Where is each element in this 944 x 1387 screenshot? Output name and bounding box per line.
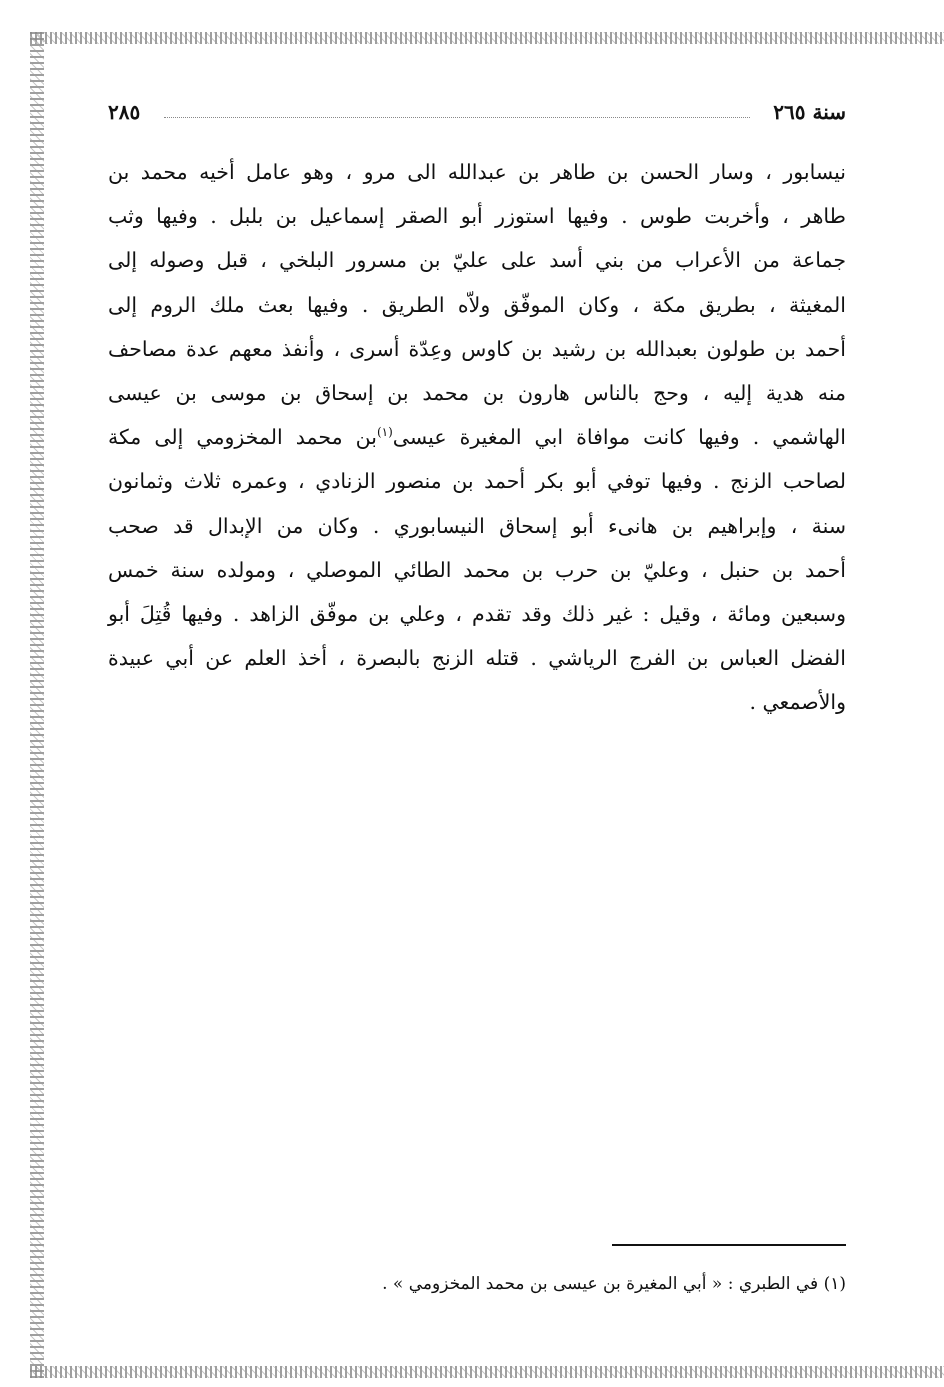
footnote-separator — [612, 1244, 846, 1246]
text-segment: الهاشمي . وفيها كانت موافاة ابي المغيرة عيسى — [392, 425, 847, 450]
page-border-top — [30, 32, 944, 44]
page-header — [108, 100, 846, 130]
text-segment: بن محمد المخزومي إلى مكة — [108, 425, 377, 450]
running-title: سنة ٢٦٥ — [773, 100, 846, 124]
text-line: والأصمعي . — [749, 690, 846, 715]
text-line: أحمد بن طولون بعبدالله بن رشيد بن كاوس وعِدّة أسرى ، وأنفذ معهم عدة مصاحف — [108, 336, 846, 361]
text-line: جماعة من الأعراب من بني أسد على عليّ بن مسرور البلخي ، قبل وصوله إلى — [108, 248, 846, 273]
text-line: الفضل العباس بن الفرج الرياشي . قتله الزنج بالبصرة ، أخذ العلم عن أبي عبيدة — [108, 646, 846, 671]
text-line: منه هدية إليه ، وحج بالناس هارون بن محمد بن إسحاق بن موسى بن عيسى — [108, 380, 846, 405]
text-line-with-footnote — [108, 415, 846, 459]
text-line: أحمد بن حنبل ، وعليّ بن حرب بن محمد الطائي الموصلي ، ومولده سنة خمس — [108, 557, 846, 582]
page-border-bottom — [30, 1366, 944, 1378]
footnote-label: (١) في الطبري : — [727, 1274, 846, 1294]
body-text — [108, 150, 846, 724]
text-line: سنة ، وإبراهيم بن هانىء أبو إسحاق النيسابوري . وكان من الإبدال قد صحب — [108, 513, 846, 538]
text-line: وسبعين ومائة ، وقيل : غير ذلك وقد تقدم ، وعلي بن موفّق الزاهد . وفيها قُتِلَ أبو — [108, 601, 846, 626]
page-number: ٢٨٥ — [108, 100, 141, 124]
text-line: طاهر ، وأخربت طوس . وفيها استوزر أبو الصقر إسماعيل بن بلبل . وفيها وثب — [108, 204, 846, 229]
text-line: المغيثة ، بطريق مكة ، وكان الموفّق ولاّه الطريق . وفيها بعث ملك الروم إلى — [108, 292, 846, 317]
footnote-text: « أبي المغيرة بن عيسى بن محمد المخزومي » . — [382, 1274, 723, 1294]
footnote-marker: (١) — [376, 425, 393, 440]
text-line: نيسابور ، وسار الحسن بن طاهر بن عبدالله الى مرو ، وهو عامل أخيه محمد بن — [108, 160, 846, 184]
header-dotted-rule — [164, 117, 750, 118]
footnote — [382, 1274, 846, 1294]
text-line: لصاحب الزنج . وفيها توفي أبو بكر أحمد بن منصور الزنادي ، وعمره ثلاث وثمانون — [108, 469, 846, 494]
page-border-left — [30, 32, 44, 1378]
